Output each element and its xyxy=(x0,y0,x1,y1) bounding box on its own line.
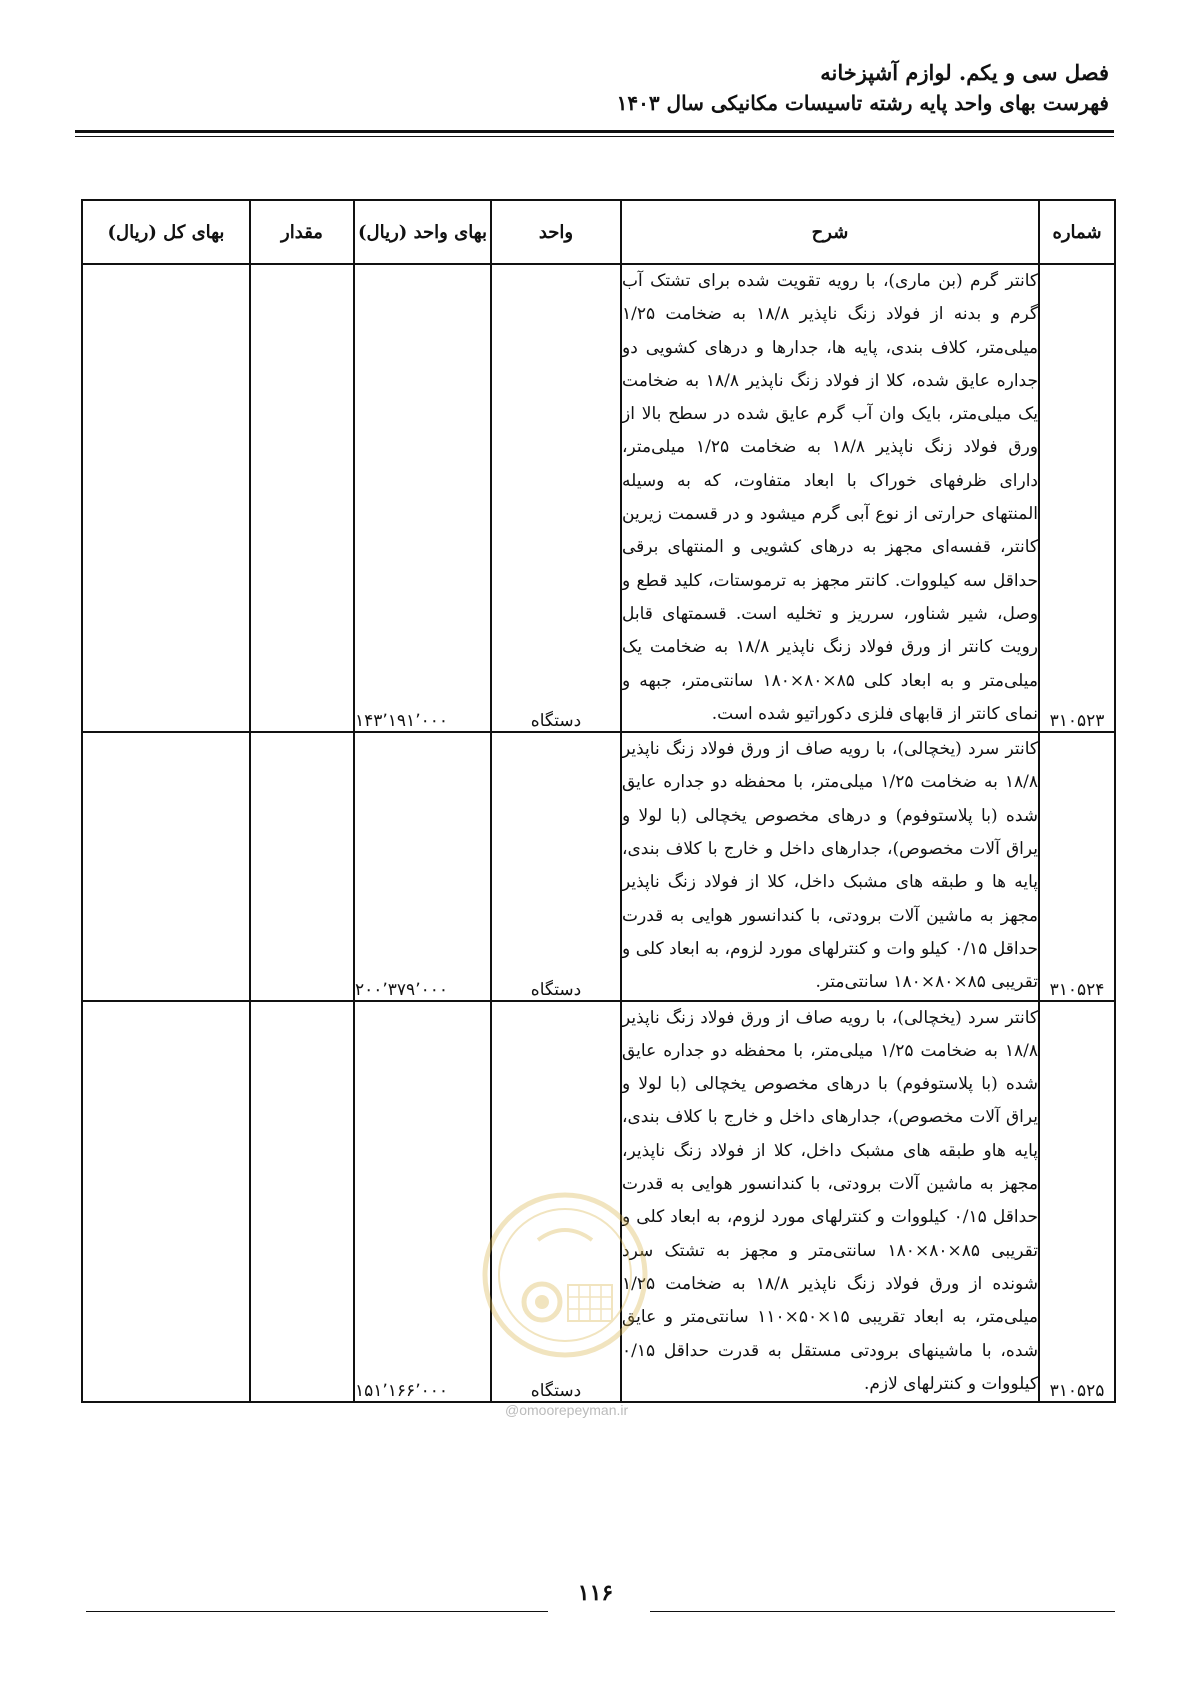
header-rule xyxy=(75,130,1114,133)
item-unit-price: ۲۰۰٬۳۷۹٬۰۰۰ xyxy=(354,732,491,1000)
page-header xyxy=(79,58,1109,118)
item-code: ۳۱۰۵۲۳ xyxy=(1039,264,1115,732)
item-unit-price: ۱۴۳٬۱۹۱٬۰۰۰ xyxy=(354,264,491,732)
footer-rule xyxy=(86,1611,548,1612)
item-description: کانتر گرم (بن ماری)، با رویه تقویت شده برای تشتک آب گرم و بدنه از فولاد زنگ ناپذیر ۱۸/۸ به ضخامت ۱/۲۵ میلی‌متر، کلاف بندی، پایه ها، جدارها و درهای کشویی دو جداره عایق شده، کلا از فولاد زنگ ناپذیر ۱۸/۸ به ضخامت یک میلی‌متر، بایک وان آب گرم عایق شده در سطح بالا از ورق فولاد زنگ ناپذیر ۱۸/۸ به ضخامت ۱/۲۵ میلی‌متر، دارای ظرفهای خوراک با ابعاد متفاوت، که به وسیله المنتهای حرارتی از نوع آبی گرم میشود و در قسمت زیرین کانتر، قفسه‌ای مجهز به درهای کشویی و المنتهای برقی حداقل سه کیلووات. کانتر مجهز به ترموستات، کلید قطع و وصل، شیر شناور، سرریز و تخلیه است. قسمتهای قابل رویت کانتر از ورق فولاد زنگ ناپذیر ۱۸/۸ به ضخامت یک میلی‌متر و به ابعاد کلی ۸۵×۸۰×۱۸۰ سانتی‌متر، جبهه و نمای کانتر از قابهای فلزی دکوراتیو شده است. xyxy=(621,264,1039,732)
item-quantity xyxy=(250,732,354,1000)
table-row xyxy=(82,264,1115,732)
column-header-unit-price: بهای واحد (ریال) xyxy=(354,200,491,264)
item-quantity xyxy=(250,1001,354,1403)
column-header-unit: واحد xyxy=(491,200,621,264)
column-header-description: شرح xyxy=(621,200,1039,264)
column-header-code: شماره xyxy=(1039,200,1115,264)
price-list-title: فهرست بهای واحد پایه رشته تاسیسات مکانیکی سال ۱۴۰۳ xyxy=(616,91,1109,115)
item-total-price xyxy=(82,732,250,1000)
item-total-price xyxy=(82,1001,250,1403)
watermark-text: @omoorepeyman.ir xyxy=(505,1402,629,1418)
table-header-row xyxy=(82,200,1115,264)
table-row xyxy=(82,732,1115,1000)
header-rule-thin xyxy=(75,136,1114,137)
chapter-title: فصل سی و یکم. لوازم آشپزخانه xyxy=(820,60,1109,85)
column-header-quantity: مقدار xyxy=(250,200,354,264)
item-code: ۳۱۰۵۲۵ xyxy=(1039,1001,1115,1403)
column-header-total-price: بهای کل (ریال) xyxy=(82,200,250,264)
item-unit-price: ۱۵۱٬۱۶۶٬۰۰۰ xyxy=(354,1001,491,1403)
item-unit: دستگاه xyxy=(491,1001,621,1403)
item-unit: دستگاه xyxy=(491,264,621,732)
item-unit: دستگاه xyxy=(491,732,621,1000)
item-code: ۳۱۰۵۲۴ xyxy=(1039,732,1115,1000)
footer-rule xyxy=(650,1611,1115,1612)
item-total-price xyxy=(82,264,250,732)
watermark-seal-icon xyxy=(480,1190,650,1360)
page-number: ۱۱۶ xyxy=(577,1580,614,1606)
item-description: کانتر سرد (یخچالی)، با رویه صاف از ورق فولاد زنگ ناپذیر ۱۸/۸ به ضخامت ۱/۲۵ میلی‌متر، با محفظه دو جداره عایق شده (با پلاستوفوم) و درهای مخصوص یخچالی (با لولا و یراق آلات مخصوص)، جدارهای داخل و خارج با کلاف بندی، پایه ها و طبقه های مشبک داخل، کلا از فولاد زنگ ناپذیر مجهز به ماشین آلات برودتی، با کندانسور هوایی به قدرت حداقل ۰/۱۵ کیلو وات و کنترلهای مورد لزوم، به ابعاد کلی و تقریبی ۸۵×۸۰×۱۸۰ سانتی‌متر. xyxy=(621,732,1039,1000)
item-quantity xyxy=(250,264,354,732)
item-description: کانتر سرد (یخچالی)، با رویه صاف از ورق فولاد زنگ ناپذیر ۱۸/۸ به ضخامت ۱/۲۵ میلی‌متر، با محفظه دو جداره عایق شده (با پلاستوفوم) با درهای مخصوص یخچالی (با لولا و یراق آلات مخصوص)، جدارهای داخل و خارج با کلاف بندی، پایه هاو طبقه های مشبک داخل، کلا از فولاد زنگ ناپذیر، مجهز به ماشین آلات برودتی، با کندانسور هوایی به قدرت حداقل ۰/۱۵ کیلووات و کنترلهای مورد لزوم، به ابعاد کلی و تقریبی ۸۵×۸۰×۱۸۰ سانتی‌متر و مجهز به تشتک سرد شونده از ورق فولاد زنگ ناپذیر ۱۸/۸ به ضخامت ۱/۲۵ میلی‌متر، به ابعاد تقریبی ۱۵×۵۰×۱۱۰ سانتی‌متر و عایق شده، با ماشینهای برودتی مستقل به قدرت حداقل ۰/۱۵ کیلووات و کنترلهای لازم. xyxy=(621,1001,1039,1403)
